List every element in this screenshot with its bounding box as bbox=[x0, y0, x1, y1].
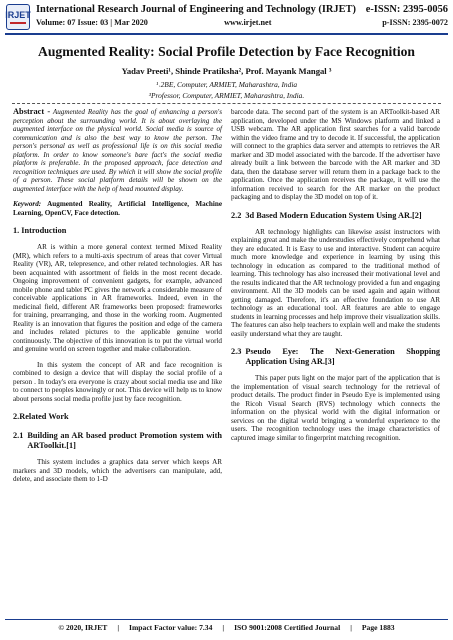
footer-separator: | bbox=[117, 623, 120, 632]
footer-impact-factor: Impact Factor value: 7.34 bbox=[129, 623, 213, 632]
paper-title: Augmented Reality: Social Profile Detection by Face Recognition bbox=[38, 44, 415, 59]
right-column bbox=[231, 108, 440, 449]
footer-iso: ISO 9001:2008 Certified Journal bbox=[234, 623, 341, 632]
section-2-2-number: 2.2 bbox=[231, 210, 242, 220]
keywords bbox=[13, 200, 222, 217]
keywords-label: Keyword: bbox=[13, 200, 42, 208]
abstract-text: Augmented Reality has the goal of enhancing a person's perception about the surrounding world. It is about overlaying the augmented interface on the physical world. Social media is source of communication and is also the best way to know the person. The person's personal as well as professional life is on this social media platform. In order to know someone's bare fact's the social media platform is preferable. In the proposed approach, face detection and recognition techniques are used. By which it will show the social profile of a person. These social platform details will be shown on the augmented interface with the help of head mounted display. bbox=[13, 108, 222, 193]
footer-rule bbox=[5, 619, 448, 620]
section-2-2-paragraph: AR technology highlights can likewise assist instructors with explaining great and make the understudies effectively comprehend what they are educated. It is Easy to use and interactive. Student can acquire much more knowledge and experience in learning by using this technology in education as compared to the traditional method of learning. This technology has also increased their motivational level and the results indicated that the AR technology provided a fun and engaging environment. All the 3D models can be used again and again without getting damaged. Therefore, it's an effective foundation to use AR technology as an educational tool. AR features are able to engage students in learning processes and help improve their visualization skills. The features can also help teachers to explain well and make the students easily understand what they are taught. bbox=[231, 227, 440, 338]
intro-paragraph-2: In this system the concept of AR and face recognition is combined to design a device that will display the social profile of a person . In today's era everyone is crazy about social media use and like to connect to peoples knowingly or not. This device will help us to know about persons social media profile just by face recognition. bbox=[13, 360, 222, 403]
abstract-label: Abstract - bbox=[13, 107, 51, 116]
section-2-3-heading bbox=[231, 347, 440, 367]
left-column bbox=[13, 108, 222, 491]
section-2-2-title: 3d Based Modern Education System Using AR.[2] bbox=[245, 210, 422, 220]
affiliation-2: ³Professor, Computer, ARMIET, Maharashtra, India. bbox=[148, 91, 305, 100]
section-2-2-heading bbox=[231, 211, 440, 221]
author-list: Yadav Preeti¹, Shinde Pratiksha², Prof. Mayank Mangal ³ bbox=[121, 66, 332, 76]
page-footer bbox=[0, 623, 453, 632]
abstract bbox=[13, 108, 222, 193]
title-separator bbox=[12, 103, 441, 104]
introduction-heading: 1. Introduction bbox=[13, 226, 67, 235]
footer-copyright: © 2020, IRJET bbox=[58, 623, 108, 632]
journal-website[interactable]: www.irjet.net bbox=[224, 18, 272, 27]
pissn: p-ISSN: 2395-0072 bbox=[382, 18, 448, 27]
volume-issue: Volume: 07 Issue: 03 | Mar 2020 bbox=[36, 18, 148, 27]
intro-paragraph-1: AR is within a more general context termed Mixed Reality (MR), which refers to a multi-axis spectrum of areas that cover Virtual Reality (VR), AR, telepresence, and other related technologies. AR has been acquainted with assortment of fields in the most recent decade. Ongoing improvement of convenient gadgets, for example, advanced mobile phone and tablet PC gives the network a considerable measure of conceivable applications in AR frameworks. Indeed, even in the medicinal field, different AR frameworks been proposed: frameworks for training, prearranging, and those in the working room. Augmented Reality is an innovation that figures the position and edge of the camera and includes related pictures to the applicable genuine world continuously. The objective of this innovation is to put the virtual world and genuine world on screen together and make collaboration. bbox=[13, 243, 222, 353]
section-2-3-paragraph: This paper puts light on the major part of the application that is the implementation of visual search technology for the retrieval of product details. The product finder in Pseudo Eye is implemented using the Ricoh Visual Search (RVS) technology which connects the information on the physical world with the digital information or services on the digital world bringing a wonderful experience to the users. The recognition technology uses the image characteristics of captured image similar to fingerprint matching recognition. bbox=[231, 374, 440, 442]
affiliation-1: ¹˒2BE, Computer, ARMIET, Maharashtra, India bbox=[155, 80, 298, 89]
footer-separator: | bbox=[222, 623, 225, 632]
logo-bar bbox=[10, 22, 26, 24]
logo-text: IRJET bbox=[5, 9, 31, 20]
section-2-1-continued: barcode data. The second part of the system is an ARToolkit-based AR application, developed under the MS Windows platform and linked a USB webcam. The AR application first searches for a valid barcode within the video frame and try to decode it. If successful, the application will connect to the graphics data server and attempts to retrieves the AR marker and 3D model associated with the barcode. If the advertiser have already built a link between the barcode with the AR marker and 3D data, then the database server will return them in a package back to the application. Once the application receives the package, it will use the information received to search for the AR marker on the product packaging and to display the 3D model on top of it. bbox=[231, 108, 440, 201]
eissn: e-ISSN: 2395-0056 bbox=[365, 4, 448, 15]
section-2-1-title: Building an AR based product Promotion system with ARToolkit.[1] bbox=[27, 431, 222, 450]
footer-separator: | bbox=[350, 623, 352, 632]
related-work-heading: 2.Related Work bbox=[13, 412, 69, 421]
journal-name: International Research Journal of Engineering and Technology (IRJET) bbox=[36, 4, 356, 15]
section-2-3-title: Pseudo Eye: The Next-Generation Shopping Application Using AR.[3] bbox=[245, 347, 440, 366]
keywords-text: Augmented Reality, Artificial Intelligence, Machine Learning, OpenCV, Face detection. bbox=[13, 200, 222, 217]
irjet-logo bbox=[6, 4, 30, 30]
footer-page-number: Page 1883 bbox=[361, 623, 395, 632]
section-2-1-heading bbox=[13, 431, 222, 451]
section-2-3-number: 2.3 bbox=[231, 347, 242, 356]
section-2-1-number: 2.1 bbox=[13, 431, 24, 440]
section-2-1-paragraph: This system includes a graphics data server which keeps AR markers and 3D models, which the advertisers can manipulate, add, delete, and associate them to 1-D bbox=[13, 458, 222, 483]
header-rule bbox=[5, 33, 448, 35]
journal-header bbox=[0, 0, 453, 37]
